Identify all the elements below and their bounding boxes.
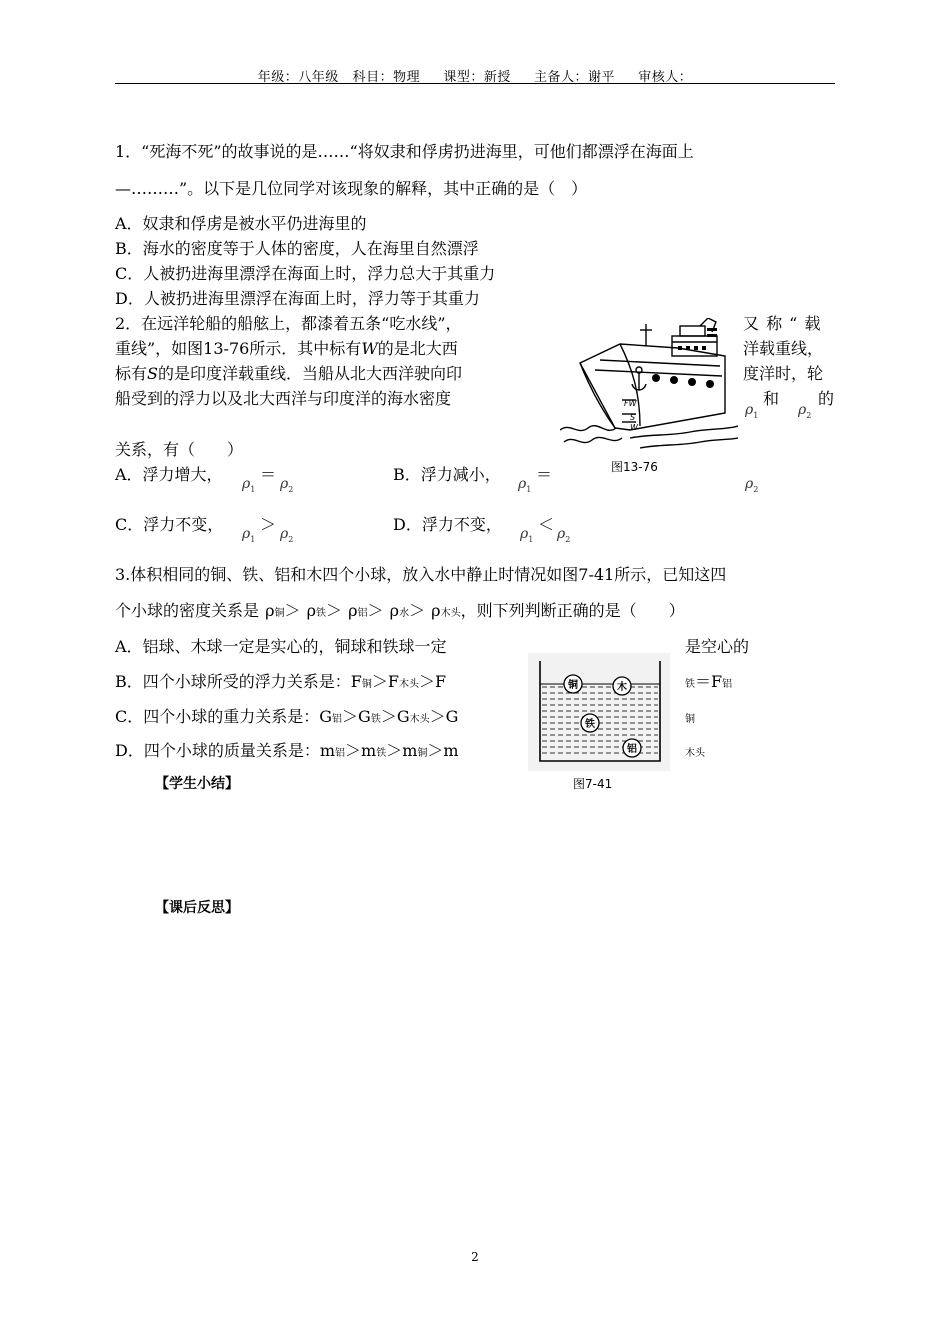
q2-line3-text-b: 的是印度洋载重线．当船从北大西洋驶向印 xyxy=(157,364,462,383)
q3-density-aluminum: ρ铝 xyxy=(348,601,368,620)
q3-option-c: C．四个小球的重力关系是：G铝＞G铁＞G木头＞G xyxy=(115,707,459,726)
q3-option-a: A．铝球、木球一定是实心的，铜球和铁球一定 xyxy=(115,637,447,656)
q1-line2: —………”。以下是几位同学对该现象的解释，其中正确的是（ ） xyxy=(115,179,588,198)
ship-figure xyxy=(560,318,738,453)
q2-line3-right: 度洋时，轮 xyxy=(743,364,824,383)
q2-option-a: A．浮力增大， xyxy=(115,465,223,484)
svg-text:铁: 铁 xyxy=(585,719,595,730)
q3-density-water: ρ水 xyxy=(389,601,410,620)
q3-line1: 3.体积相同的铜、铁、铝和木四个小球，放入水中静止时情况如图7-41所示，已知这四 xyxy=(115,565,727,584)
q2-line2-text-b: 的是北大西 xyxy=(377,339,458,358)
header-grade: 年级：八年级 xyxy=(257,70,339,85)
q2-line3 xyxy=(115,361,462,384)
q2-option-a-rho2: $\rho_2$ xyxy=(280,476,294,494)
ball-iron xyxy=(581,714,599,732)
header-rule xyxy=(115,83,835,84)
figure-caption-7-41: 图7-41 xyxy=(573,777,613,791)
q2-line2-text: 重线”，如图13-76所示．其中标有 xyxy=(115,339,362,358)
beaker-figure xyxy=(528,653,670,771)
q2-rho1-inline: $\rho_1$ xyxy=(745,402,759,420)
q3-line2-prefix: 个小球的密度关系是 xyxy=(115,601,260,620)
q2-option-a-rho1: $\rho_1$ xyxy=(242,476,256,494)
q3-line2: 个小球的密度关系是 ρ铜＞ ρ铁＞ ρ铝＞ ρ水＞ ρ木头，则下列判断正确的是（ ） xyxy=(115,601,685,620)
header-preparer: 主备人：谢平 xyxy=(534,70,616,85)
q2-option-d-relation: ＜ xyxy=(538,515,555,534)
q3-option-b-right: 铁＝F铝 xyxy=(685,672,733,691)
q1-option-b: B．海水的密度等于人体的密度，人在海里自然漂浮 xyxy=(115,239,479,258)
q2-option-b-relation: ＝ xyxy=(536,465,553,484)
q1-option-a: A．奴隶和俘虏是被水平仍进海里的 xyxy=(115,214,367,233)
q2-option-b-rho2: $\rho_2$ xyxy=(745,476,759,494)
q3-option-d-right: 木头 xyxy=(685,748,705,759)
q3-option-a-right: 是空心的 xyxy=(685,637,750,656)
header-lesson-type: 课型：新授 xyxy=(443,70,511,85)
q2-line3-text: 标有 xyxy=(115,364,148,383)
ship-mark-fw: FW xyxy=(624,399,637,408)
q3-line2-suffix: ，则下列判断正确的是（ ） xyxy=(460,601,685,620)
q2-line4-and: 和 xyxy=(763,389,780,408)
q2-option-c-rho2: $\rho_2$ xyxy=(280,526,294,544)
q3-option-c-right: 铜 xyxy=(685,714,695,725)
q2-line4: 船受到的浮力以及北大西洋与印度洋的海水密度 xyxy=(115,389,452,408)
q2-option-a-relation: ＝ xyxy=(260,465,277,484)
q3-density-iron: ρ铁 xyxy=(306,601,327,620)
q2-line2 xyxy=(115,336,458,359)
q2-line1-right: 又 称 “ 载 xyxy=(743,314,821,333)
section-student-summary: 【学生小结】 xyxy=(155,776,239,792)
q2-option-d-rho1: $\rho_1$ xyxy=(520,526,534,544)
header-subject: 科目：物理 xyxy=(352,70,421,85)
ball-wood xyxy=(613,677,631,695)
q2-line2-right: 洋载重线， xyxy=(743,339,824,358)
header-reviewer: 审核人： xyxy=(638,70,693,85)
q2-line4-of: 的 xyxy=(818,389,835,408)
svg-text:铝: 铝 xyxy=(627,744,637,755)
q3-density-wood: ρ木头 xyxy=(431,601,461,620)
q2-option-c: C．浮力不变， xyxy=(115,515,224,534)
q2-rho2-inline: $\rho_2$ xyxy=(798,402,812,420)
q1-option-d: D．人被扔进海里漂浮在海面上时，浮力等于其重力 xyxy=(115,289,480,308)
q3-density-copper: ρ铜 xyxy=(265,601,285,620)
page-number: 2 xyxy=(471,1250,479,1264)
q2-line1: 2．在远洋轮船的船舷上，都漆着五条“吃水线”， xyxy=(115,314,462,333)
q1-line1: 1．“死海不死”的故事说的是……“将奴隶和俘虏扔进海里，可他们都漂浮在海面上 xyxy=(115,142,694,161)
q2-option-d: D．浮力不变， xyxy=(393,515,502,534)
q2-option-c-relation: ＞ xyxy=(260,515,277,534)
q1-option-c: C．人被扔进海里漂浮在海面上时，浮力总大于其重力 xyxy=(115,264,496,283)
q2-line5: 关系，有（ ） xyxy=(115,440,244,459)
q2-option-d-rho2: $\rho_2$ xyxy=(557,526,571,544)
q2-option-b-rho1: $\rho_1$ xyxy=(518,476,532,494)
ship-mark-w: W xyxy=(630,423,638,432)
section-reflection: 【课后反思】 xyxy=(155,900,239,916)
ball-copper xyxy=(564,675,582,693)
svg-text:木: 木 xyxy=(617,682,627,693)
q2-option-b: B．浮力减小， xyxy=(393,465,501,484)
q2-option-c-rho1: $\rho_1$ xyxy=(242,526,256,544)
svg-text:铜: 铜 xyxy=(568,680,578,691)
q2-mark-s: S xyxy=(147,364,158,383)
q2-mark-w: W xyxy=(361,339,378,358)
q3-option-d: D．四个小球的质量关系是：m铝＞m铁＞m铜＞m xyxy=(115,741,459,760)
q3-option-b: B．四个小球所受的浮力关系是：F铜＞F木头＞F xyxy=(115,672,447,691)
ship-mark-s: S xyxy=(630,413,636,422)
ball-aluminum xyxy=(623,739,641,757)
figure-caption-13-76: 图13-76 xyxy=(611,460,658,474)
